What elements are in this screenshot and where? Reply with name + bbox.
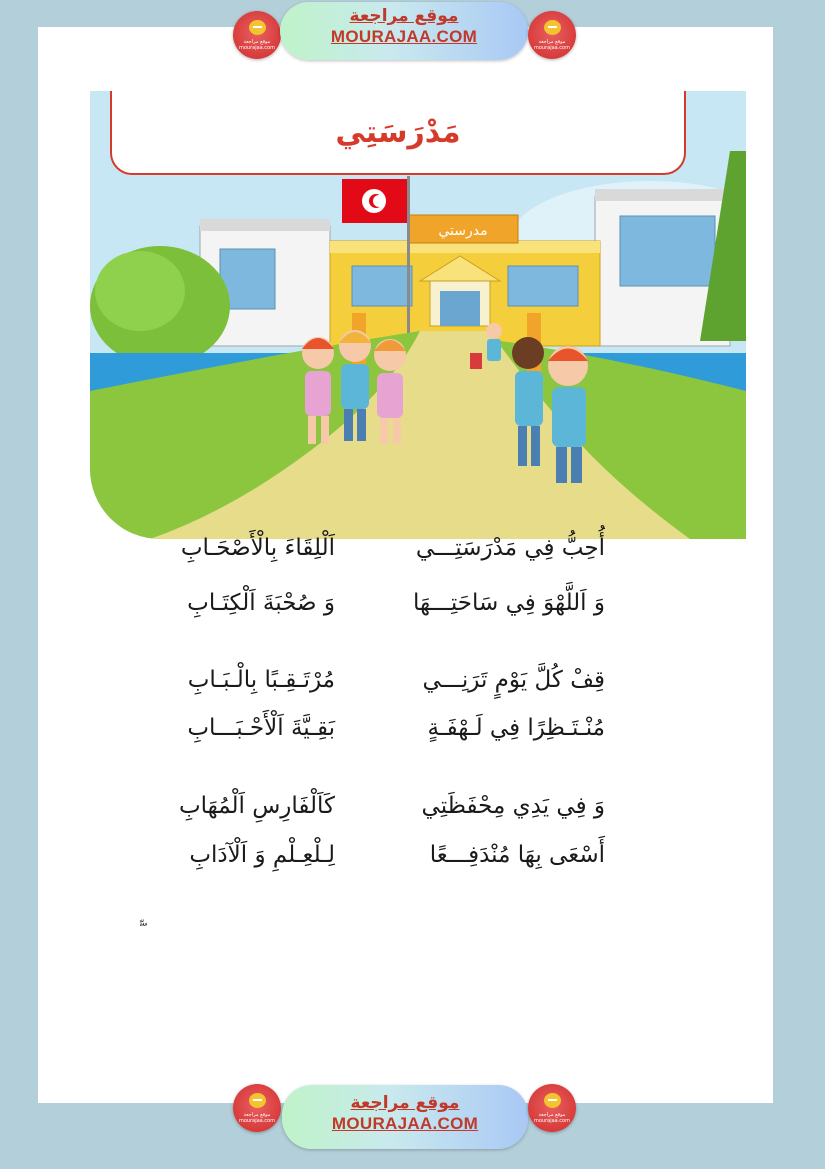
verse-second-half: كَاَلْفَارِسِ اَلْمُهَابِ bbox=[178, 793, 335, 819]
footer-banner[interactable] bbox=[282, 1085, 528, 1149]
site-logo-right-icon: موقع مراجعة mourajaa.com bbox=[528, 1084, 576, 1132]
school-sign-text: مدرستي bbox=[438, 223, 488, 239]
poem-line bbox=[150, 715, 620, 751]
verse-first-half: مُنْـتَـظِرًا فِي لَـهْفَـةٍ bbox=[427, 715, 605, 741]
verse-first-half: أُحِبُّ فِي مَدْرَسَتِـــي bbox=[415, 535, 605, 561]
poem-line bbox=[150, 842, 620, 878]
header-banner[interactable] bbox=[280, 2, 528, 60]
verse-second-half: بَقِـيَّةَ اَلْأَحْـبَـــابِ bbox=[187, 715, 335, 741]
lesson-title: مَدْرَسَتِي bbox=[335, 115, 461, 150]
footer-site-arabic[interactable]: موقع مراجعة bbox=[350, 1093, 460, 1113]
verse-first-half: وَ فِي يَدِي مِحْفَظَتِي bbox=[421, 793, 605, 819]
verse-second-half: لِـلْعِـلْمِ وَ اَلْآدَابِ bbox=[189, 842, 335, 868]
verse-first-half: وَ اَللَّهْوَ فِي سَاحَتِـــهَا bbox=[413, 590, 605, 616]
stray-diacritics: ّ ّ ّ bbox=[140, 922, 148, 936]
footer-site-domain[interactable]: MOURAJAA.COM bbox=[331, 1114, 479, 1133]
verse-second-half: اَلْلِقَاءَ بِالْأَصْحَـابِ bbox=[180, 535, 335, 561]
verse-first-half: قِفْ كُلَّ يَوْمٍ تَرَنِـــي bbox=[422, 667, 605, 693]
verse-second-half: مُرْتَـقِـبًا بِالْـبَـابِ bbox=[187, 667, 335, 693]
poem-line bbox=[150, 590, 620, 626]
site-logo-left-icon: موقع مراجعة mourajaa.com bbox=[233, 1084, 281, 1132]
lesson-title-box bbox=[110, 91, 686, 175]
verse-first-half: أَسْعَى بِهَا مُنْدَفِـــعًا bbox=[429, 842, 605, 868]
site-logo-right-icon: موقع مراجعة mourajaa.com bbox=[528, 11, 576, 59]
verse-second-half: وَ صُحْبَةَ اَلْكِتَـابِ bbox=[187, 590, 335, 616]
poem-line bbox=[150, 667, 620, 703]
header-site-arabic[interactable]: موقع مراجعة bbox=[349, 6, 459, 26]
poem-line bbox=[150, 793, 620, 829]
site-logo-left-icon: موقع مراجعة mourajaa.com bbox=[233, 11, 281, 59]
poem-line bbox=[150, 535, 620, 571]
header-site-domain[interactable]: MOURAJAA.COM bbox=[330, 27, 478, 46]
